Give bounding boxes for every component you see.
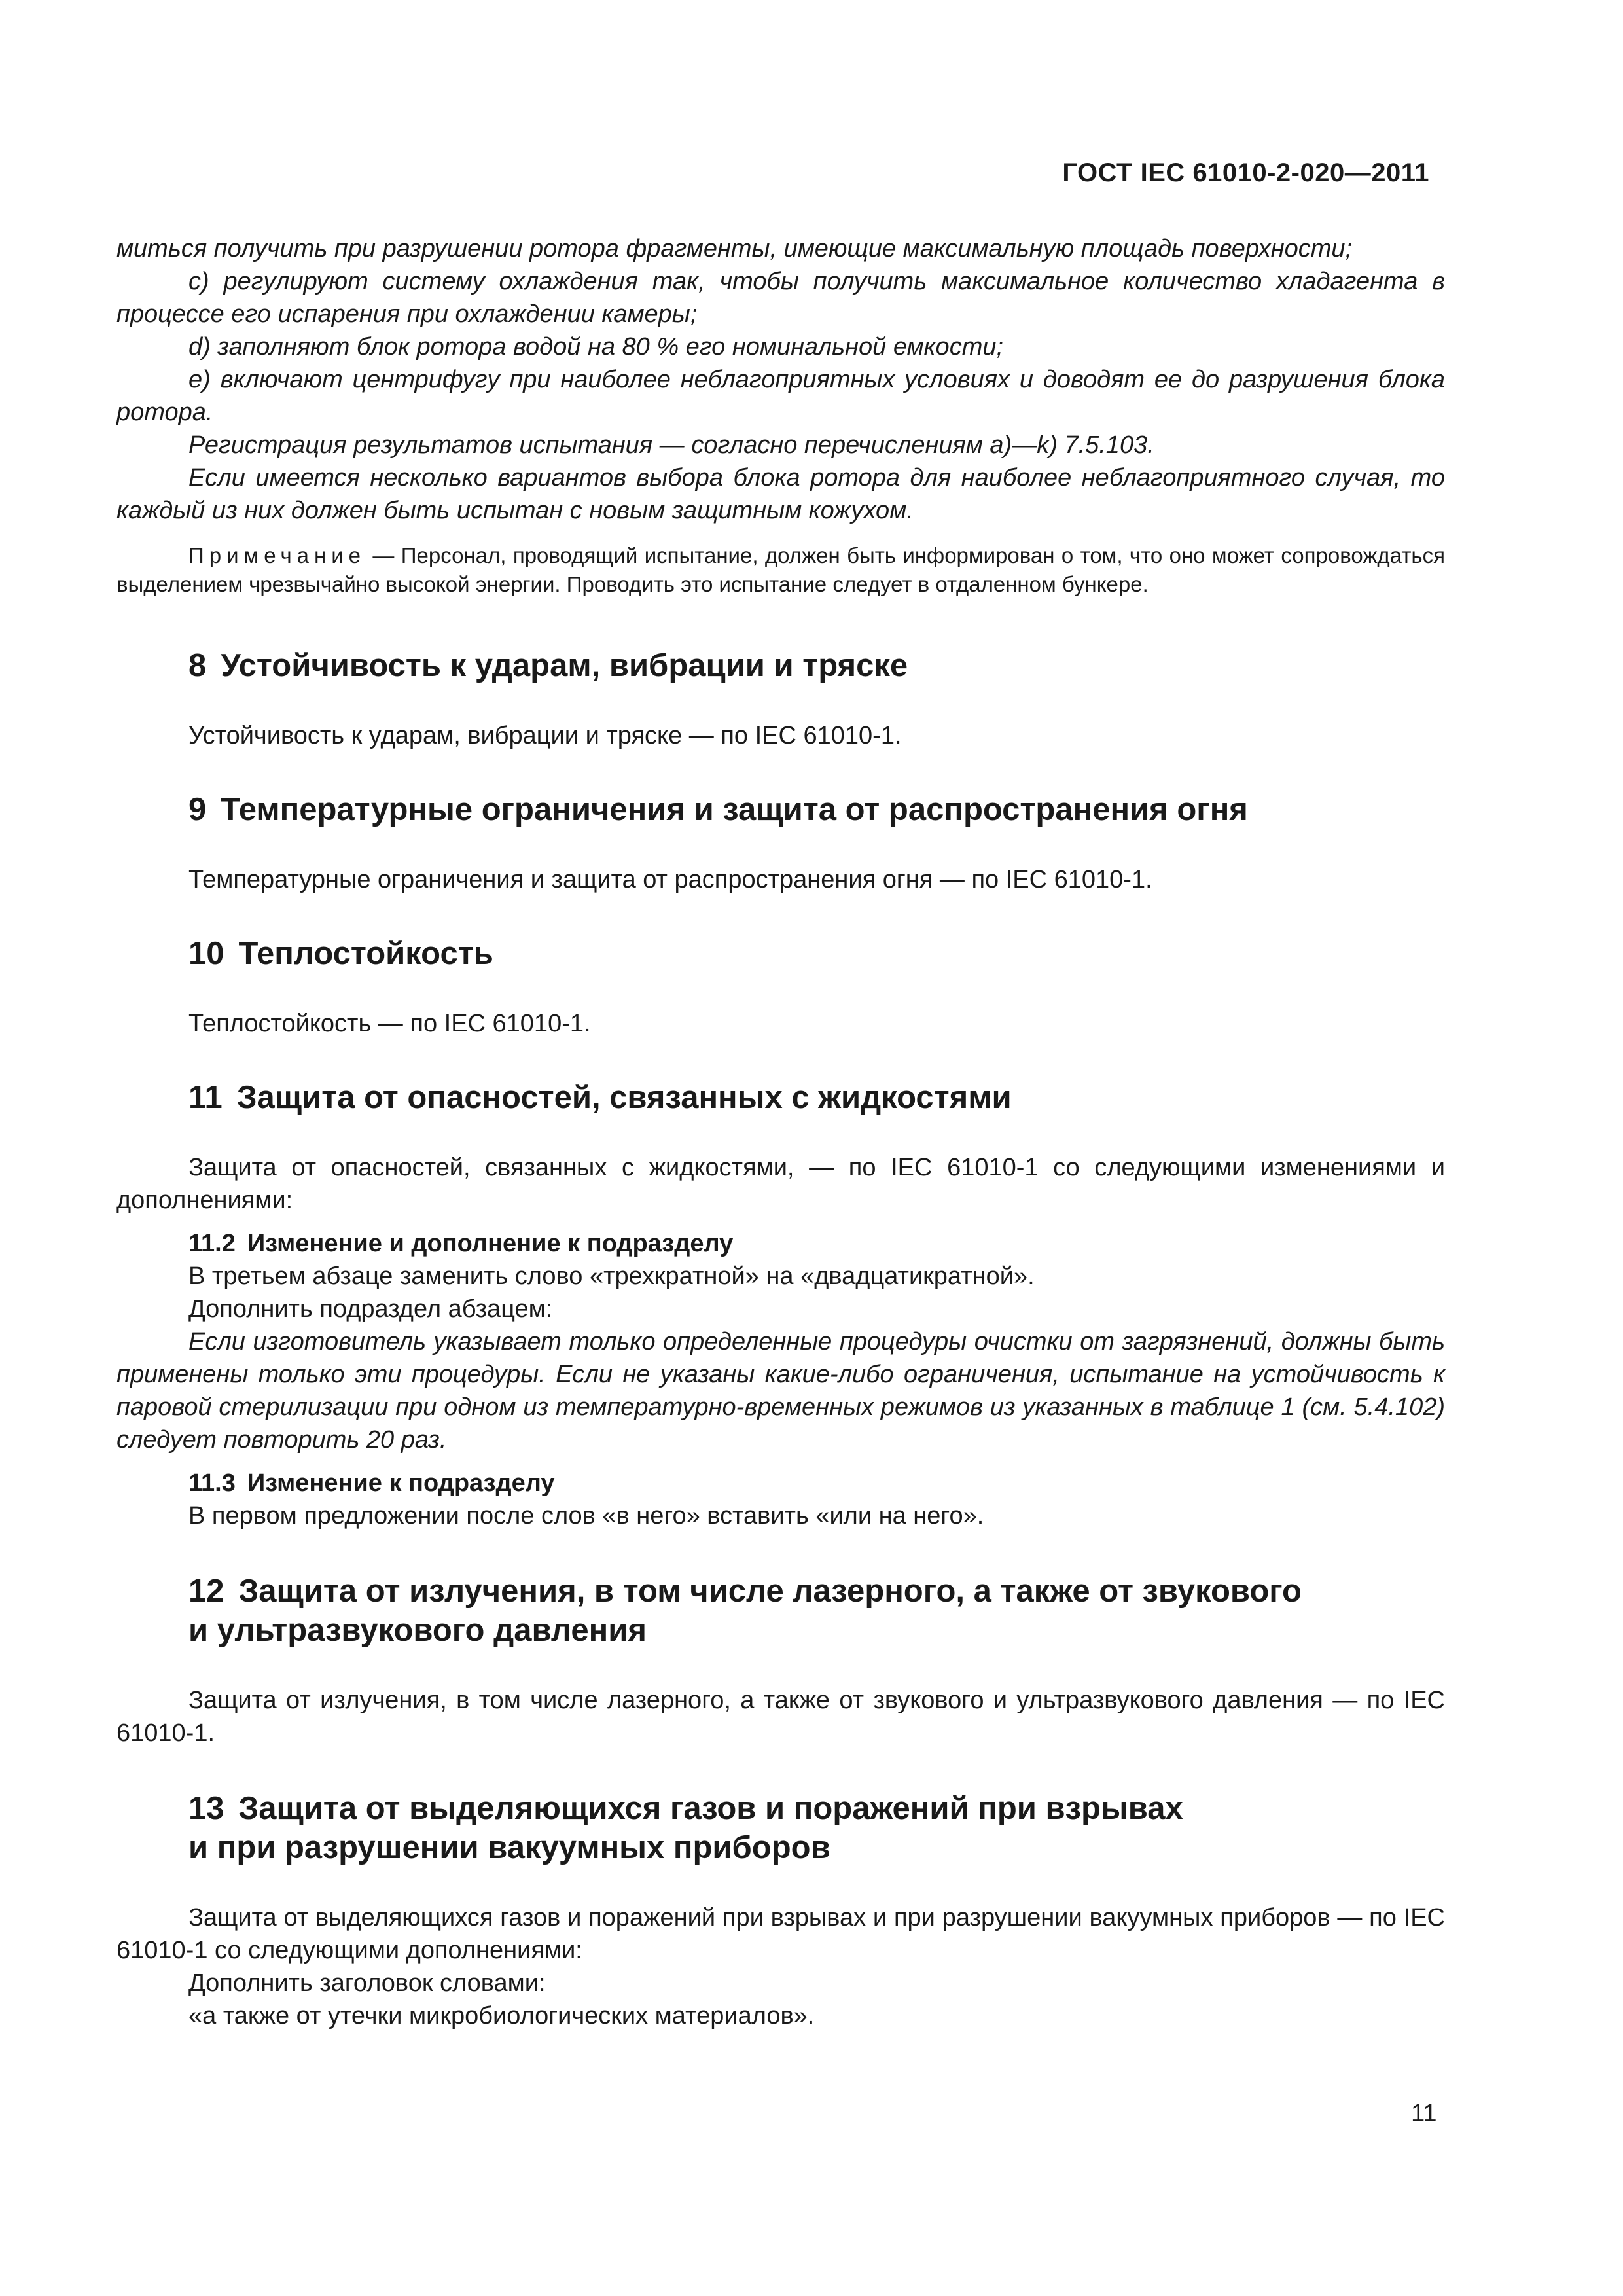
section-10-body: Теплостойкость — по IEC 61010-1.: [188, 1010, 591, 1037]
section-9-heading: [116, 790, 1445, 829]
subsection-11-3-title: Изменение к подразделу: [247, 1469, 555, 1497]
section-12-title-continued: и ультразвукового давления: [188, 1613, 647, 1648]
section-11-heading: [116, 1078, 1445, 1117]
section-13-heading: [116, 1789, 1445, 1867]
subsection-11-2-paragraph-3: Если изготовитель указывает только определенные процедуры очистки от загрязнений, должны быть применены только эти процедуры. Если не указаны какие-либо ограничения, испытание на устойчивость к паровой стерилизации при одном из температурно-временных режимов из указанных в таблице 1 (см. 5.4.102) следует повторить 20 раз.: [116, 1328, 1445, 1454]
section-9-number: 9: [188, 792, 207, 827]
section-8-heading: [116, 646, 1445, 685]
list-item-c: c) регулируют систему охлаждения так, чтобы получить максимальное количество хладагента в процессе его испарения при охлаждении камеры;: [116, 268, 1445, 328]
page-number: 11: [1411, 2100, 1437, 2127]
document-code-header: ГОСТ IEC 61010-2-020—2011: [1062, 158, 1429, 187]
section-12-heading: [116, 1571, 1445, 1650]
section-9-title: Температурные ограничения и защита от распространения огня: [221, 792, 1248, 827]
page-body: [116, 232, 1445, 2032]
section-8-number: 8: [188, 648, 207, 683]
rotor-variants-paragraph: Если имеется несколько вариантов выбора блока ротора для наиболее неблагоприятного случая, то каждый из них должен быть испытан с новым защитным кожухом.: [116, 464, 1445, 524]
results-registration-paragraph: Регистрация результатов испытания — согласно перечислениям а)—k) 7.5.103.: [188, 431, 1154, 459]
subsection-11-3-number: 11.3: [188, 1469, 236, 1497]
subsection-11-2-paragraph-2: Дополнить подраздел абзацем:: [188, 1295, 553, 1323]
section-13-paragraph-3: «а также от утечки микробиологических материалов».: [188, 2002, 815, 2030]
list-item-d: d) заполняют блок ротора водой на 80 % его номинальной емкости;: [188, 333, 1004, 361]
subsection-11-2-paragraph-1: В третьем абзаце заменить слово «трехкратной» на «двадцатикратной».: [188, 1263, 1035, 1290]
section-12-body: Защита от излучения, в том числе лазерного, а также от звукового и ультразвукового давления — по IEC 61010-1.: [116, 1687, 1445, 1747]
section-13-body: Защита от выделяющихся газов и поражений при взрывах и при разрушении вакуумных приборов — по IEC 61010-1 со следующими дополнениями:: [116, 1904, 1445, 1964]
note-text: — Персонал, проводящий испытание, должен быть информирован о том, что оно может сопровождаться выделением чрезвычайно высокой энергии. Проводить это испытание следует в отдаленном бункере.: [116, 543, 1445, 596]
section-12-number: 12: [188, 1573, 224, 1609]
section-8-body: Устойчивость к ударам, вибрации и тряске — по IEC 61010-1.: [188, 722, 902, 749]
section-10-number: 10: [188, 936, 224, 971]
subsection-11-2-number: 11.2: [188, 1230, 236, 1257]
section-13-paragraph-2: Дополнить заголовок словами:: [188, 1969, 546, 1997]
section-8-title: Устойчивость к ударам, вибрации и тряске: [221, 648, 908, 683]
note-paragraph: [116, 541, 1445, 599]
list-item-e: e) включают центрифугу при наиболее неблагоприятных условиях и доводят ее до разрушения блока ротора.: [116, 366, 1445, 426]
section-12-title: Защита от излучения, в том числе лазерного, а также от звукового: [238, 1573, 1302, 1609]
subsection-11-3-paragraph-1: В первом предложении после слов «в него» вставить «или на него».: [188, 1502, 984, 1530]
section-10-heading: [116, 934, 1445, 973]
section-9-body: Температурные ограничения и защита от распространения огня — по IEC 61010-1.: [188, 866, 1152, 893]
intro-paragraph-continued: миться получить при разрушении ротора фрагменты, имеющие максимальную площадь поверхности;: [116, 235, 1353, 262]
section-13-number: 13: [188, 1791, 224, 1826]
note-label: Примечание: [188, 543, 366, 567]
subsection-11-2-title: Изменение и дополнение к подразделу: [247, 1230, 734, 1257]
subsection-11-3-heading: [116, 1467, 1445, 1499]
section-13-title: Защита от выделяющихся газов и поражений при взрывах: [238, 1791, 1183, 1826]
section-10-title: Теплостойкость: [238, 936, 493, 971]
section-11-number: 11: [188, 1080, 223, 1115]
subsection-11-2-heading: [116, 1227, 1445, 1260]
section-11-title: Защита от опасностей, связанных с жидкостями: [236, 1080, 1012, 1115]
section-11-body: Защита от опасностей, связанных с жидкостями, — по IEC 61010-1 со следующими изменениями и дополнениями:: [116, 1154, 1445, 1214]
section-13-title-continued: и при разрушении вакуумных приборов: [188, 1830, 830, 1865]
